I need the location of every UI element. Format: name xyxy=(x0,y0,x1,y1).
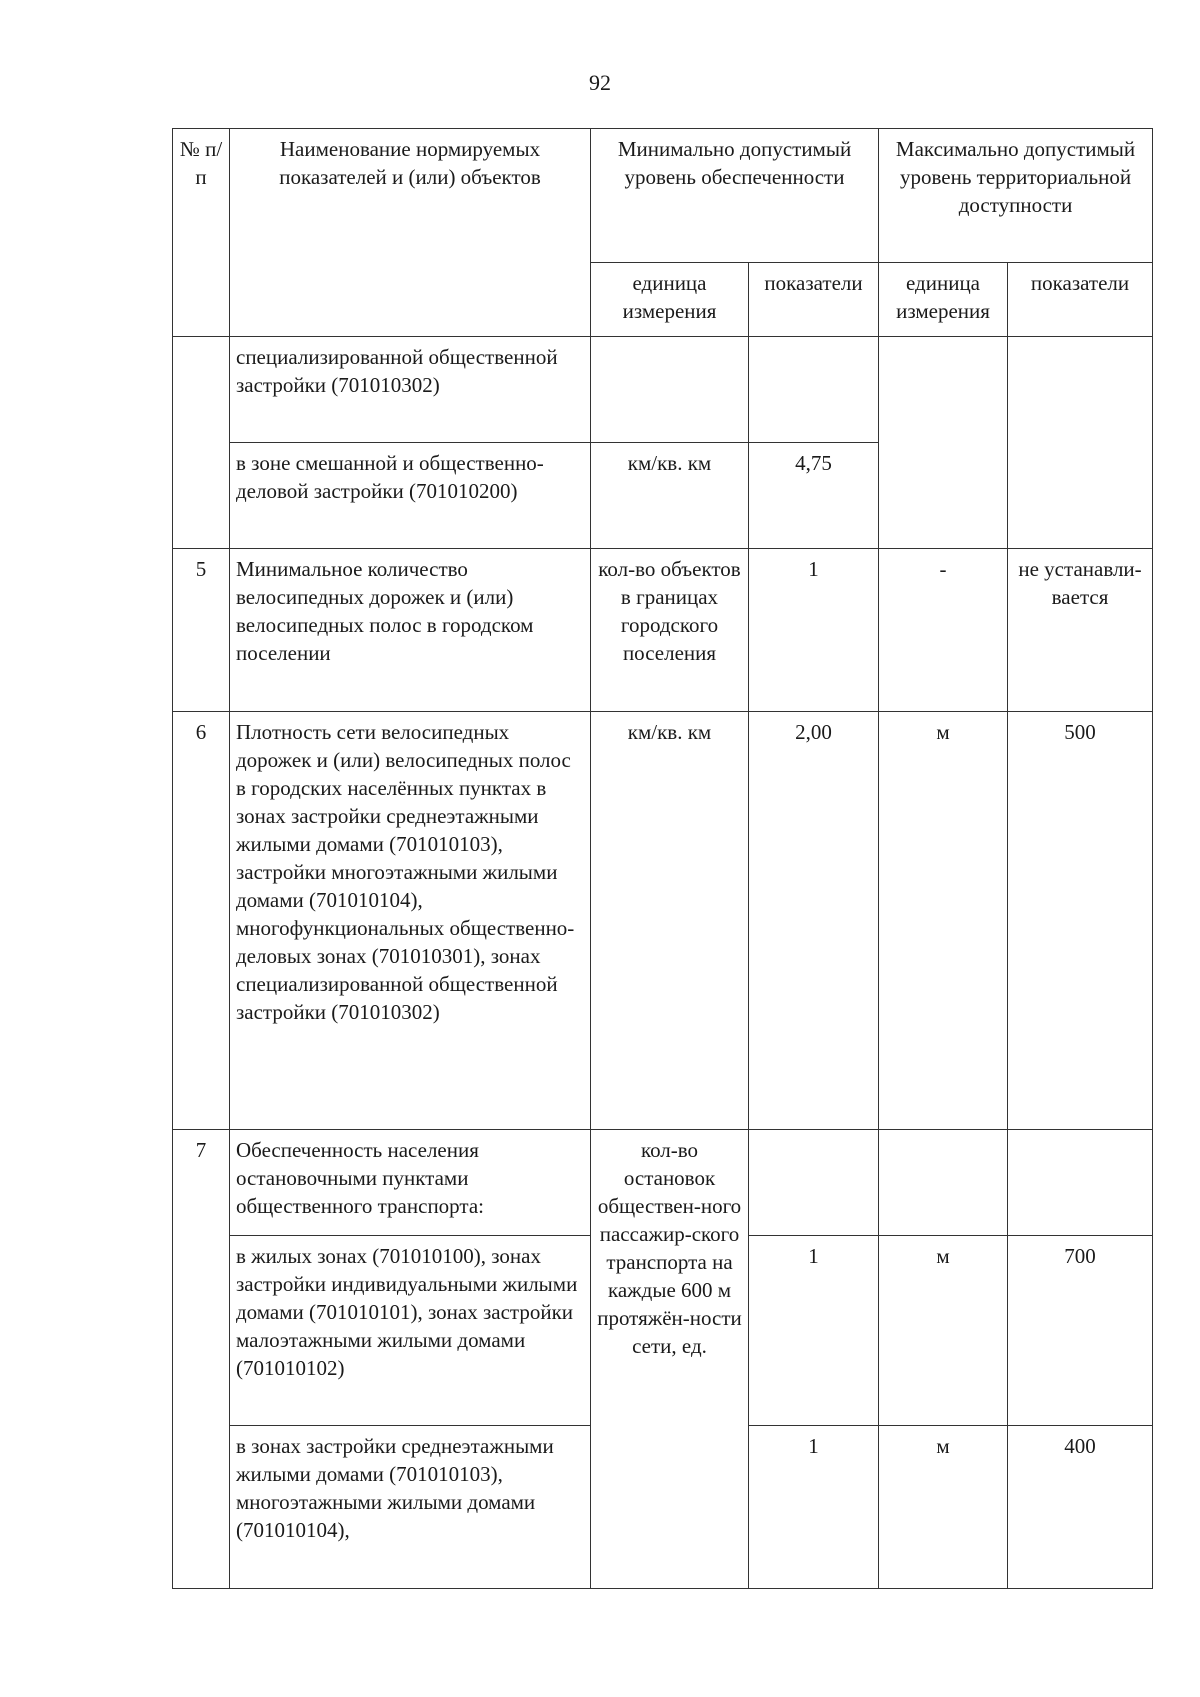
normative-table xyxy=(172,128,1153,1589)
header-unit: единица измерения xyxy=(591,263,749,337)
cell-value2: 500 xyxy=(1008,712,1153,1130)
cell-value2 xyxy=(1008,1130,1153,1236)
cell-name: в зоне смешанной и общественно-деловой застройки (701010200) xyxy=(230,443,591,549)
cell-value: 4,75 xyxy=(749,443,879,549)
header-value2: показатели xyxy=(1008,263,1153,337)
cell-num xyxy=(173,337,230,549)
cell-value: 1 xyxy=(749,1426,879,1589)
cell-value2: не устанавли-вается xyxy=(1008,549,1153,712)
cell-unit: км/кв. км xyxy=(591,443,749,549)
cell-num: 7 xyxy=(173,1130,230,1589)
cell-value: 1 xyxy=(749,1236,879,1426)
cell-name: Минимальное количество велосипедных дорожек и (или) велосипедных полос в городском поселении xyxy=(230,549,591,712)
cell-num: 5 xyxy=(173,549,230,712)
header-name: Наименование нормируемых показателей и (или) объектов xyxy=(230,129,591,337)
header-max-group: Максимально допустимый уровень территориальной доступности xyxy=(879,129,1153,263)
page-number: 92 xyxy=(589,70,611,95)
cell-unit: кол-во остановок обществен-ного пассажир-ского транспорта на каждые 600 м протяжён-ности сети, ед. xyxy=(591,1130,749,1589)
cell-unit: км/кв. км xyxy=(591,712,749,1130)
cell-name: в жилых зонах (701010100), зонах застройки индивидуальными жилыми домами (701010101), зонах застройки малоэтажными жилыми домами (701010102) xyxy=(230,1236,591,1426)
cell-unit2 xyxy=(879,337,1008,549)
table-row-5 xyxy=(173,549,1153,712)
cell-unit: кол-во объектов в границах городского поселения xyxy=(591,549,749,712)
cell-value: 2,00 xyxy=(749,712,879,1130)
cell-name: Обеспеченность населения остановочными пунктами общественного транспорта: xyxy=(230,1130,591,1236)
header-min-group: Минимально допустимый уровень обеспеченности xyxy=(591,129,879,263)
cell-name: в зонах застройки среднеэтажными жилыми домами (701010103), многоэтажными жилыми домами (701010104), xyxy=(230,1426,591,1589)
header-num: № п/п xyxy=(173,129,230,337)
table-header-row xyxy=(173,129,1153,263)
table-row-7 xyxy=(173,1130,1153,1236)
cell-unit2 xyxy=(879,1130,1008,1236)
cell-value xyxy=(749,337,879,443)
cell-value2 xyxy=(1008,337,1153,549)
cell-value2: 400 xyxy=(1008,1426,1153,1589)
cell-num: 6 xyxy=(173,712,230,1130)
cell-unit xyxy=(591,337,749,443)
cell-unit2: - xyxy=(879,549,1008,712)
table-row xyxy=(173,337,1153,443)
cell-value xyxy=(749,1130,879,1236)
header-unit2: единица измерения xyxy=(879,263,1008,337)
table-row-6 xyxy=(173,712,1153,1130)
cell-unit2: м xyxy=(879,712,1008,1130)
header-value: показатели xyxy=(749,263,879,337)
cell-unit2: м xyxy=(879,1236,1008,1426)
cell-name: Плотность сети велосипедных дорожек и (или) велосипедных полос в городских населённых пунктах в зонах застройки среднеэтажными жилыми домами (701010103), застройки многоэтажными жилыми домами (701010104), многофункциональных общественно-деловых зонах (701010301), зонах специализированной общественной застройки (701010302) xyxy=(230,712,591,1130)
cell-value: 1 xyxy=(749,549,879,712)
cell-name: специализированной общественной застройки (701010302) xyxy=(230,337,591,443)
cell-value2: 700 xyxy=(1008,1236,1153,1426)
cell-unit2: м xyxy=(879,1426,1008,1589)
